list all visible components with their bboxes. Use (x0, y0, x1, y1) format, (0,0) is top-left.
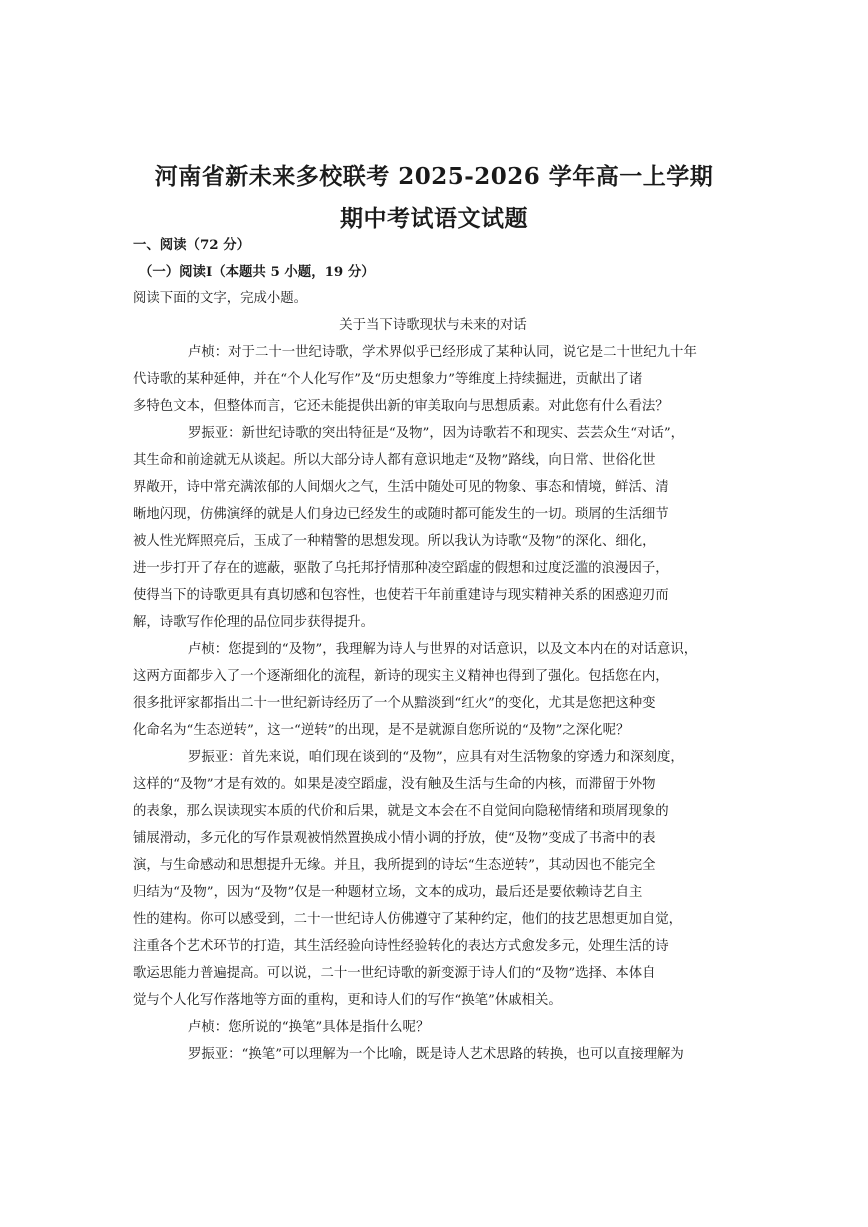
passage-line: 多特色文本，但整体而言，它还未能提供出新的审美取向与思想质素。对此您有什么看法？ (133, 399, 669, 414)
passage-line: 很多批评家都指出二十一世纪新诗经历了一个从黯淡到“红火”的变化，尤其是您把这种变 (133, 696, 656, 711)
passage-line: 觉与个人化写作落地等方面的重构，更和诗人们的写作“换笔”休戚相关。 (133, 993, 562, 1008)
passage-line: 罗振亚：新世纪诗歌的突出特征是“及物”，因为诗歌若不和现实、芸芸众生“对话”， (188, 426, 685, 441)
passage-line: 演，与生命感动和思想提升无缘。并且，我所提到的诗坛“生态逆转”，其动因也不能完全 (133, 858, 656, 873)
passage-line: 其生命和前途就无从谈起。所以大部分诗人都有意识地走“及物”路线，向日常、世俗化世 (133, 453, 656, 468)
document-title: 河南省新未来多校联考 2025-2026 学年高一上学期 (154, 163, 714, 190)
passage-line: 解，诗歌写作伦理的品位同步获得提升。 (133, 615, 375, 630)
passage-line: 卢桢：对于二十一世纪诗歌，学术界似乎已经形成了某种认同，说它是二十世纪九十年 (188, 345, 697, 360)
passage-line: 进一步打开了存在的遮蔽，驱散了乌托邦抒情那种凌空蹈虚的假想和过度泛滥的浪漫因子， (133, 561, 669, 576)
passage-line: 的表象，那么误读现实本质的代价和后果，就是文本会在不自觉间向隐秘情绪和琐屑现象的 (133, 804, 669, 819)
instruction-text: 阅读下面的文字，完成小题。 (133, 291, 308, 306)
passage-line: 这两方面都步入了一个逐渐细化的流程，新诗的现实主义精神也得到了强化。包括您在内， (133, 669, 669, 684)
passage-line: 晰地闪现，仿佛演绎的就是人们身边已经发生的或随时都可能发生的一切。琐屑的生活细节 (133, 507, 669, 522)
passage-line: 性的建构。你可以感受到，二十一世纪诗人仿佛遵守了某种约定，他们的技艺思想更加自觉， (133, 912, 683, 927)
passage-line: 罗振亚：“换笔”可以理解为一个比喻，既是诗人艺术思路的转换，也可以直接理解为 (188, 1047, 684, 1062)
passage-line: 使得当下的诗歌更具有真切感和包容性，也使若干年前重建诗与现实精神关系的困惑迎刃而 (133, 588, 669, 603)
passage-line: 罗振亚：首先来说，咱们现在谈到的“及物”，应具有对生活物象的穿透力和深刻度， (188, 750, 684, 765)
passage-line: 代诗歌的某种延伸，并在“个人化写作”及“历史想象力”等维度上持续掘进，贡献出了诸 (133, 372, 643, 387)
document-subtitle: 期中考试语文试题 (340, 205, 528, 232)
passage-line: 化命名为“生态逆转”，这一“逆转”的出现，是不是就源自您所说的“及物”之深化呢？ (133, 723, 630, 738)
passage-line: 这样的“及物”才是有效的。如果是凌空蹈虚，没有触及生活与生命的内核，而滞留于外物 (133, 777, 656, 792)
passage-line: 归结为“及物”，因为“及物”仅是一种题材立场，文本的成功，最后还是要依赖诗艺自主 (133, 885, 643, 900)
passage-line: 卢桢：您所说的“换笔”具体是指什么呢？ (188, 1020, 430, 1035)
passage-line: 歌运思能力普遍提高。可以说，二十一世纪诗歌的新变源于诗人们的“及物”选择、本体自 (133, 966, 656, 981)
passage-line: 注重各个艺术环节的打造，其生活经验向诗性经验转化的表达方式愈发多元，处理生活的诗 (133, 939, 669, 954)
passage-title: 关于当下诗歌现状与未来的对话 (339, 318, 527, 333)
passage-line: 铺展滑动，多元化的写作景观被悄然置换成小情小调的抒放，使“及物”变成了书斋中的表 (133, 831, 656, 846)
section-heading: 一、阅读（72 分） (133, 237, 251, 253)
passage-line: 界敞开，诗中常充满浓郁的人间烟火之气，生活中随处可见的物象、事态和情境，鲜活、清 (133, 480, 669, 495)
subsection-heading: （一）阅读Ⅰ（本题共 5 小题，19 分） (139, 264, 375, 280)
passage-line: 被人性光辉照亮后，玉成了一种精警的思想发现。所以我认为诗歌“及物”的深化、细化， (133, 534, 656, 549)
passage-line: 卢桢：您提到的“及物”，我理解为诗人与世界的对话意识，以及文本内在的对话意识， (188, 642, 698, 657)
